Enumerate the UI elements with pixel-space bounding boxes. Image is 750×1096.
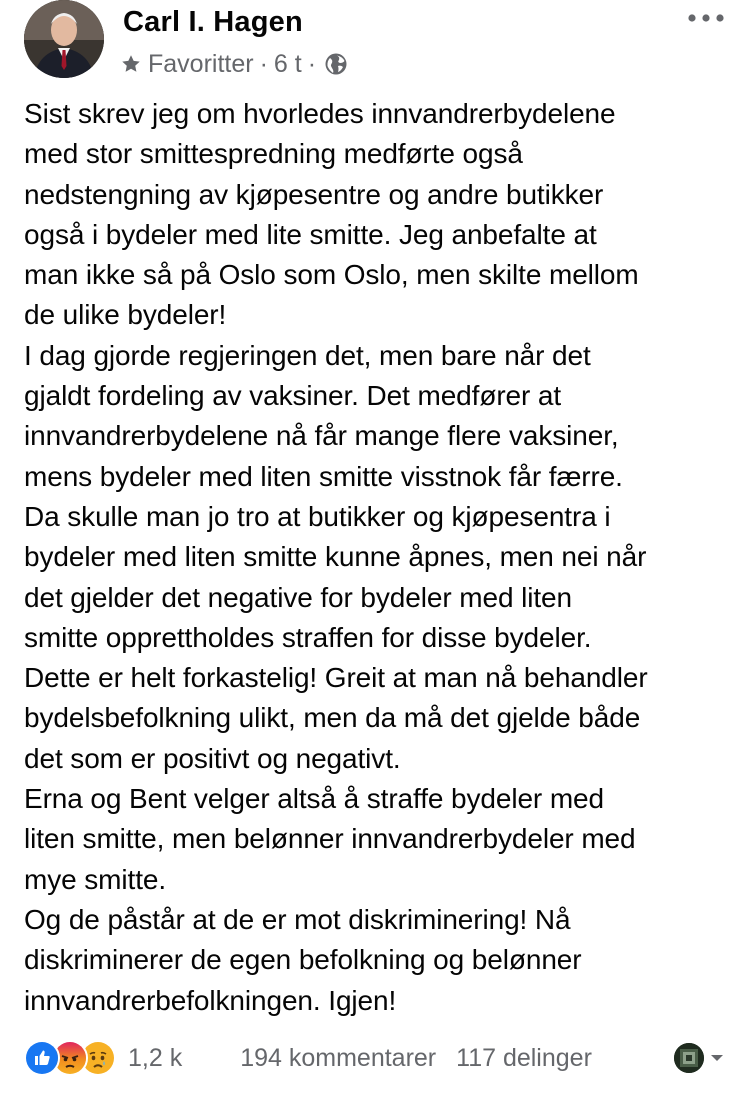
post-time[interactable]: 6 t [273,49,302,78]
author-name[interactable]: Carl I. Hagen [123,6,303,38]
user-avatar [674,1043,704,1073]
post-meta [120,47,348,81]
audience-label[interactable]: Favoritter [148,49,254,78]
post-header [24,0,726,80]
globe-icon [324,52,348,76]
meta-separator: · [259,49,268,78]
more-options-icon[interactable] [686,8,726,28]
reaction-audience-selector[interactable] [674,1043,726,1073]
comments-count[interactable]: 194 kommentarer [240,1043,437,1072]
like-icon [24,1040,60,1076]
author-avatar[interactable] [24,0,104,78]
reaction-icons[interactable] [24,1040,108,1076]
reaction-count[interactable]: 1,2 k [128,1043,183,1072]
post-footer [24,1036,726,1080]
shares-count[interactable]: 117 delinger [456,1043,592,1072]
star-icon [120,53,142,75]
chevron-down-icon [708,1049,726,1067]
post-body: Sist skrev jeg om hvorledes innvandrerbydelene med stor smittespredning medførte også nedstengning av kjøpesentre og andre butikker også i bydeler med lite smitte. Jeg anbefalte at man ikke så på Oslo som Oslo, men skilte mellom de ulike bydeler! I dag gjorde regjeringen det, men bare når det gjaldt fordeling av vaksiner. Det medfører at innvandrerbydelene nå får mange flere vaksiner, mens bydeler med liten smitte visstnok får færre. Da skulle man jo tro at butikker og kjøpesentra i bydeler med liten smitte kunne åpnes, men nei når det gjelder det negative for bydeler med liten smitte opprettholdes straffen for disse bydeler. Dette er helt forkastelig! Greit at man nå behandler bydelsbefolkning ulikt, men da må det gjelde både det som er positivt og negativt. Erna og Bent velger altså å straffe bydeler med liten smitte, men belønner innvandrerbydeler med mye smitte. Og de påstår at de er mot diskriminering! Nå diskriminerer de egen befolkning og belønner innvandrerbefolkningen. Igjen! [24,98,648,1016]
meta-separator: · [307,49,317,78]
